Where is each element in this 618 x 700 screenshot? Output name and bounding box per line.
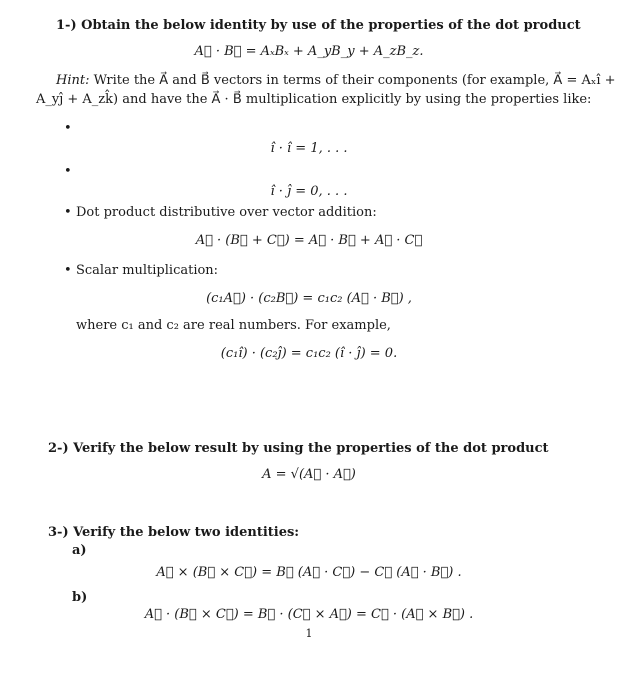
problem-3-heading: 3-) Verify the below two identities: — [48, 525, 300, 540]
distributive-label: Dot product distributive over vector addition: — [76, 205, 377, 220]
hint-line-2: A_yĵ + A_zk̂) and have the A⃗ · B⃗ multiplication explicitly by using the properties like: — [36, 92, 592, 107]
problem-1-heading: 1-) Obtain the below identity by use of the properties of the dot product — [56, 18, 581, 33]
where-text: where c₁ and c₂ are real numbers. For example, — [76, 318, 391, 333]
distributive-equation: A⃗ · (B⃗ + C⃗) = A⃗ · B⃗ + A⃗ · C⃗ — [195, 233, 423, 248]
part-b-label: b) — [72, 590, 88, 605]
part-a-equation: A⃗ × (B⃗ × C⃗) = B⃗ (A⃗ · C⃗) − C⃗ (A⃗ · B⃗) . — [156, 565, 462, 580]
page-number: 1 — [305, 627, 313, 640]
example-equation: (c₁î) · (c₂ĵ) = c₁c₂ (î · ĵ) = 0. — [220, 346, 398, 361]
unit-vector-self-dot: î · î = 1, . . . — [270, 141, 348, 156]
scalar-equation: (c₁A⃗) · (c₂B⃗) = c₁c₂ (A⃗ · B⃗) , — [206, 291, 412, 306]
hint-label: Hint: — [56, 73, 90, 88]
dot-product-identity: A⃗ · B⃗ = AₓBₓ + A_yB_y + A_zB_z. — [194, 44, 424, 59]
bullet: • — [64, 121, 72, 136]
hint-line-1 — [56, 73, 616, 89]
bullet: • — [64, 263, 72, 278]
magnitude-equation: A = √(A⃗ · A⃗) — [262, 467, 356, 482]
unit-vector-cross-dot: î · ĵ = 0, . . . — [270, 184, 348, 199]
scalar-label: Scalar multiplication: — [76, 263, 219, 278]
part-b-equation: A⃗ · (B⃗ × C⃗) = B⃗ · (C⃗ × A⃗) = C⃗ · (A⃗ × B⃗) . — [144, 607, 474, 622]
part-a-label: a) — [72, 543, 87, 558]
bullet: • — [64, 164, 72, 179]
hint-text-1: Write the A⃗ and B⃗ vectors in terms of their components (for example, A⃗ = Aₓî + — [93, 73, 616, 88]
bullet: • — [64, 205, 72, 220]
problem-2-heading: 2-) Verify the below result by using the properties of the dot product — [48, 441, 549, 456]
